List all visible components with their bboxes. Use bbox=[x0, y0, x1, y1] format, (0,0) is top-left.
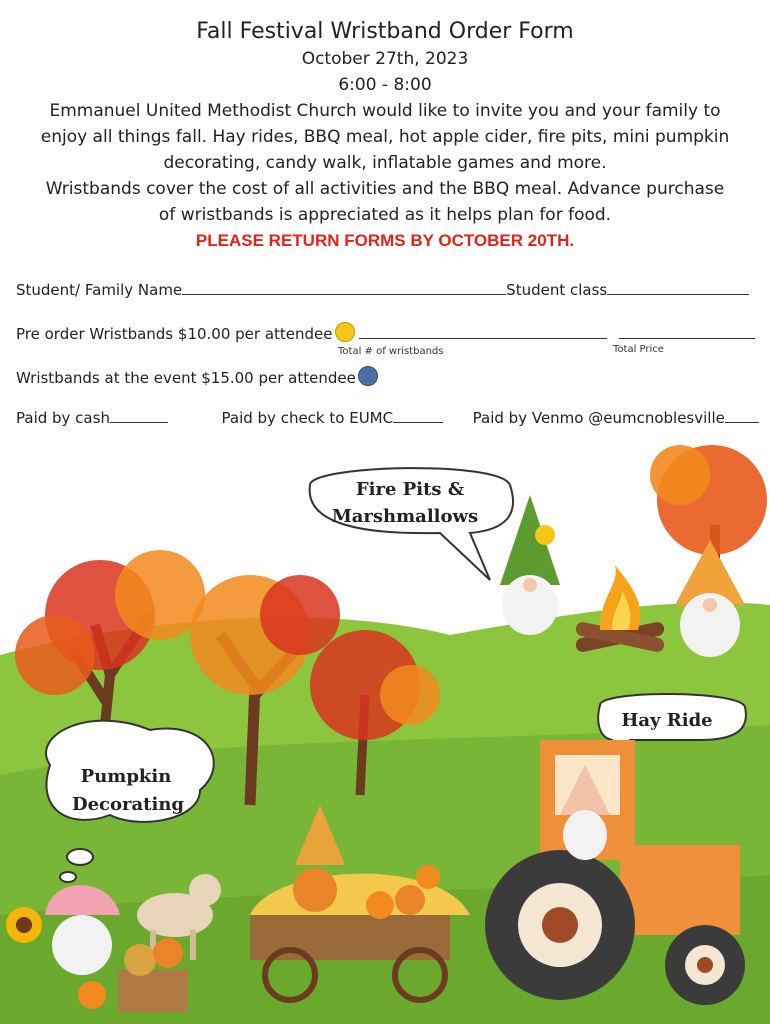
total-price-field[interactable] bbox=[619, 324, 755, 339]
cover-line-1: Wristbands cover the cost of all activities and the BBQ meal. Advance purchase bbox=[45, 179, 725, 199]
cover-line-2: of wristbands is appreciated as it helps plan for food. bbox=[158, 205, 612, 225]
thought-dot-large bbox=[67, 849, 93, 865]
total-price-caption: Total Price bbox=[613, 344, 664, 355]
student-class-label: Student class bbox=[506, 281, 608, 299]
bubble-pumpkin-line-1: Pumpkin bbox=[80, 766, 172, 787]
paid-cash-label: Paid by cash bbox=[16, 409, 110, 427]
smiley-emoji-icon bbox=[335, 322, 355, 342]
page-title: Fall Festival Wristband Order Form bbox=[196, 19, 574, 44]
at-event-row bbox=[16, 366, 378, 387]
bubble-fire-line-2: Marshmallows bbox=[331, 506, 479, 527]
name-class-row bbox=[16, 280, 749, 299]
bubble-hay-ride: Hay Ride bbox=[621, 710, 713, 731]
preorder-label: Pre order Wristbands $10.00 per attendee bbox=[16, 325, 333, 343]
paid-venmo-label: Paid by Venmo @eumcnoblesville bbox=[472, 409, 725, 427]
payment-row bbox=[16, 408, 759, 427]
invite-line-3: decorating, candy walk, inflatable games and more. bbox=[163, 153, 607, 173]
paid-cash-field[interactable] bbox=[110, 408, 168, 423]
form-header bbox=[0, 18, 770, 254]
fall-festival-illustration bbox=[0, 445, 770, 1024]
invite-line-1: Emmanuel United Methodist Church would like to invite you and your family to bbox=[49, 101, 721, 121]
student-family-label: Student/ Family Name bbox=[16, 281, 183, 299]
paid-venmo-field[interactable] bbox=[725, 408, 759, 423]
invite-line-2: enjoy all things fall. Hay rides, BBQ meal, hot apple cider, fire pits, mini pumpkin bbox=[40, 127, 730, 147]
paid-check-label: Paid by check to EUMC bbox=[221, 409, 394, 427]
event-time: 6:00 - 8:00 bbox=[338, 75, 432, 95]
sunflower bbox=[6, 907, 42, 943]
paid-check-field[interactable] bbox=[393, 408, 443, 423]
return-deadline-notice: PLEASE RETURN FORMS BY OCTOBER 20TH. bbox=[195, 231, 575, 250]
at-event-label: Wristbands at the event $15.00 per attendee bbox=[16, 369, 356, 387]
shocked-emoji-icon bbox=[358, 366, 378, 386]
event-date: October 27th, 2023 bbox=[301, 49, 469, 69]
gnome-orange bbox=[675, 540, 745, 657]
total-wristbands-field[interactable] bbox=[359, 324, 607, 339]
bubble-fire-line-1: Fire Pits & bbox=[355, 479, 465, 500]
bubble-pumpkin-line-2: Decorating bbox=[72, 794, 184, 815]
preorder-row bbox=[16, 322, 755, 343]
invitation-text bbox=[0, 98, 770, 228]
student-class-field[interactable] bbox=[607, 280, 749, 295]
total-wristbands-caption: Total # of wristbands bbox=[338, 346, 444, 357]
thought-dot-small bbox=[60, 872, 76, 882]
student-family-name-field[interactable] bbox=[182, 280, 506, 295]
